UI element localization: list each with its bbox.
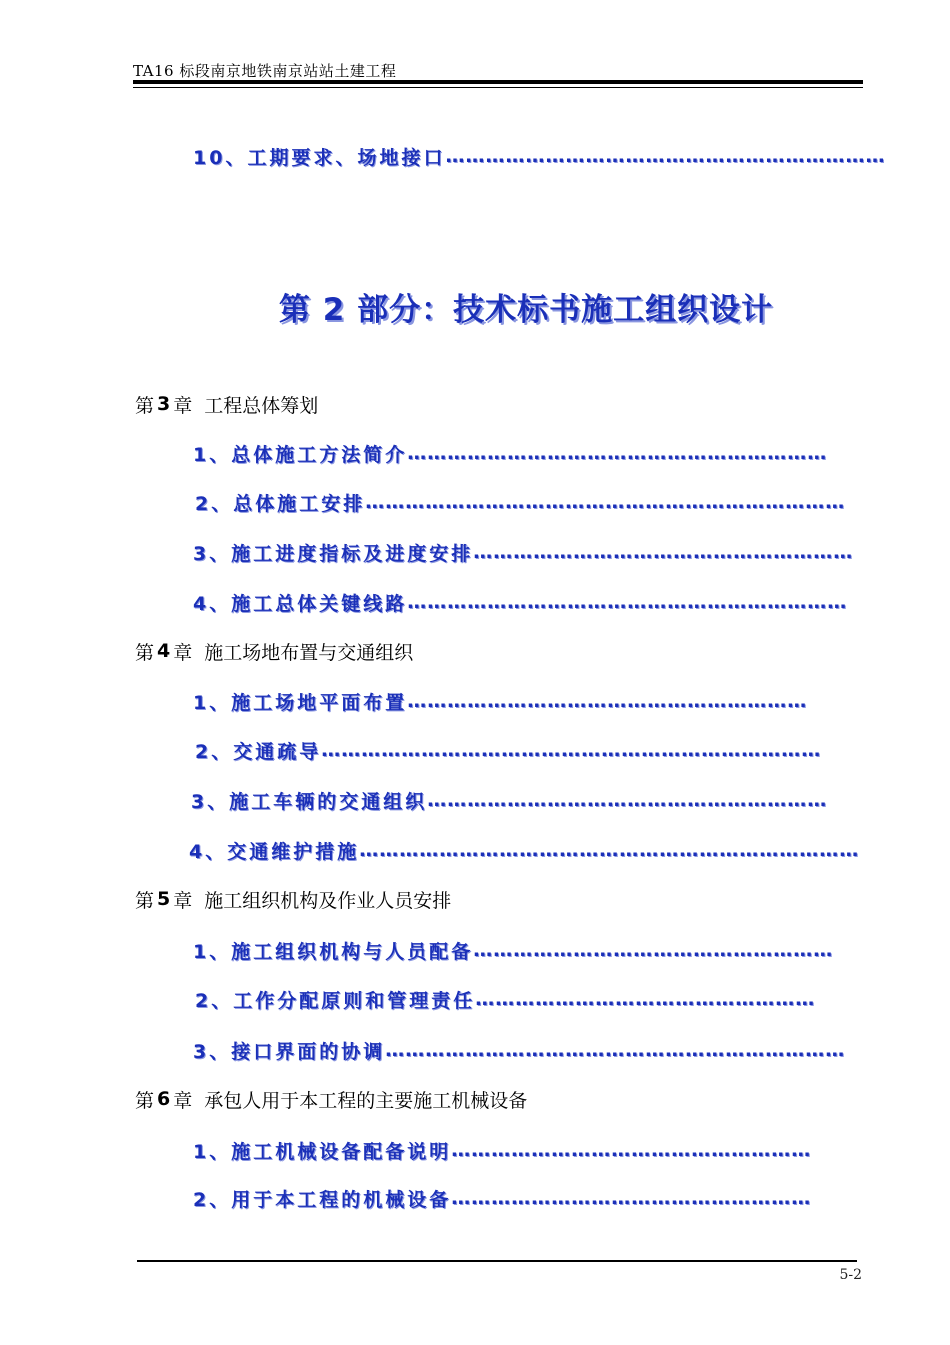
chapter-suffix: 章 [173,641,193,664]
toc-entry[interactable] [0,984,950,1014]
toc-leader-dots: ………………………………………………………………… [359,839,860,861]
toc-leader-dots: …………………………………………………………… [385,1039,846,1061]
toc-leader-dots: …………………………………………………… [407,690,808,712]
toc-entry[interactable] [0,735,950,765]
chapter-prefix: 第 [135,641,155,664]
toc-entry-label: 1、施工场地平面布置 [193,691,408,714]
toc-entry[interactable] [0,141,950,171]
toc-leader-dots: ………………………………………………………………… [321,739,822,761]
footer-rule [137,1260,857,1262]
chapter-title: 工程总体筹划 [204,394,319,417]
toc-entry[interactable] [0,785,950,815]
part-title: 第 2 部分：技术标书施工组织设计 [278,292,774,328]
toc-leader-dots: ……………………………………………………… [407,442,828,464]
toc-entry[interactable] [0,537,950,567]
chapter-suffix: 章 [173,394,193,417]
toc-leader-dots: ………………………………………………… [473,541,854,563]
toc-entry[interactable] [0,1183,950,1213]
toc-entry[interactable] [0,835,950,865]
page-number: 5-2 [839,1267,862,1283]
toc-entry[interactable] [0,438,950,468]
toc-entry-label: 4、施工总体关键线路 [193,592,408,615]
chapter-prefix: 第 [135,889,155,912]
toc-leader-dots: ……………………………………………… [451,1187,812,1209]
toc-entry-label: 3、施工进度指标及进度安排 [193,542,474,565]
toc-entry-label: 1、施工机械设备配备说明 [193,1140,452,1163]
toc-entry-label: 2、交通疏导 [195,740,322,763]
chapter-suffix: 章 [173,1089,193,1112]
toc-leader-dots: ……………………………………………… [451,1139,812,1161]
toc-entry[interactable] [0,935,950,965]
chapter-heading[interactable] [135,884,451,914]
toc-entry-label: 3、接口界面的协调 [193,1040,386,1063]
toc-entry[interactable] [0,1135,950,1165]
toc-entry[interactable] [0,587,950,617]
toc-leader-dots: ……………………………………………………………… [365,491,846,513]
chapter-number: 6 [157,1088,171,1110]
toc-leader-dots: ……………………………………………… [473,939,834,961]
toc-entry-label: 2、用于本工程的机械设备 [193,1188,452,1211]
toc-entry-label: 2、总体施工安排 [195,492,366,515]
header-rule-thick [133,80,863,84]
toc-entry[interactable] [0,487,950,517]
toc-entry-label: 1、总体施工方法简介 [193,443,408,466]
toc-leader-dots: ………………………………………………………… [407,591,848,613]
chapter-title: 承包人用于本工程的主要施工机械设备 [204,1089,528,1112]
toc-leader-dots: …………………………………………… [475,988,816,1010]
chapter-title: 施工场地布置与交通组织 [204,641,414,664]
toc-leader-dots: …………………………………………………… [427,789,828,811]
document-header: TA16 标段南京地铁南京站站土建工程 [133,62,397,80]
chapter-prefix: 第 [135,1089,155,1112]
toc-entry-label: 3、施工车辆的交通组织 [191,790,428,813]
chapter-heading[interactable] [135,1084,527,1114]
chapter-suffix: 章 [173,889,193,912]
toc-entry-label: 1、施工组织机构与人员配备 [193,940,474,963]
header-rule-thin [133,87,863,88]
chapter-heading[interactable] [135,636,413,666]
chapter-number: 5 [157,888,171,910]
chapter-number: 4 [157,640,171,662]
chapter-heading[interactable] [135,389,318,419]
chapter-prefix: 第 [135,394,155,417]
toc-entry[interactable] [0,1035,950,1065]
chapter-title: 施工组织机构及作业人员安排 [204,889,452,912]
toc-entry-label: 10、工期要求、场地接口 [193,146,446,169]
chapter-number: 3 [157,393,171,415]
toc-entry-label: 2、工作分配原则和管理责任 [195,989,476,1012]
toc-leader-dots: ………………………………………………………… [445,145,886,167]
toc-entry[interactable] [0,686,950,716]
toc-entry-label: 4、交通维护措施 [189,840,360,863]
